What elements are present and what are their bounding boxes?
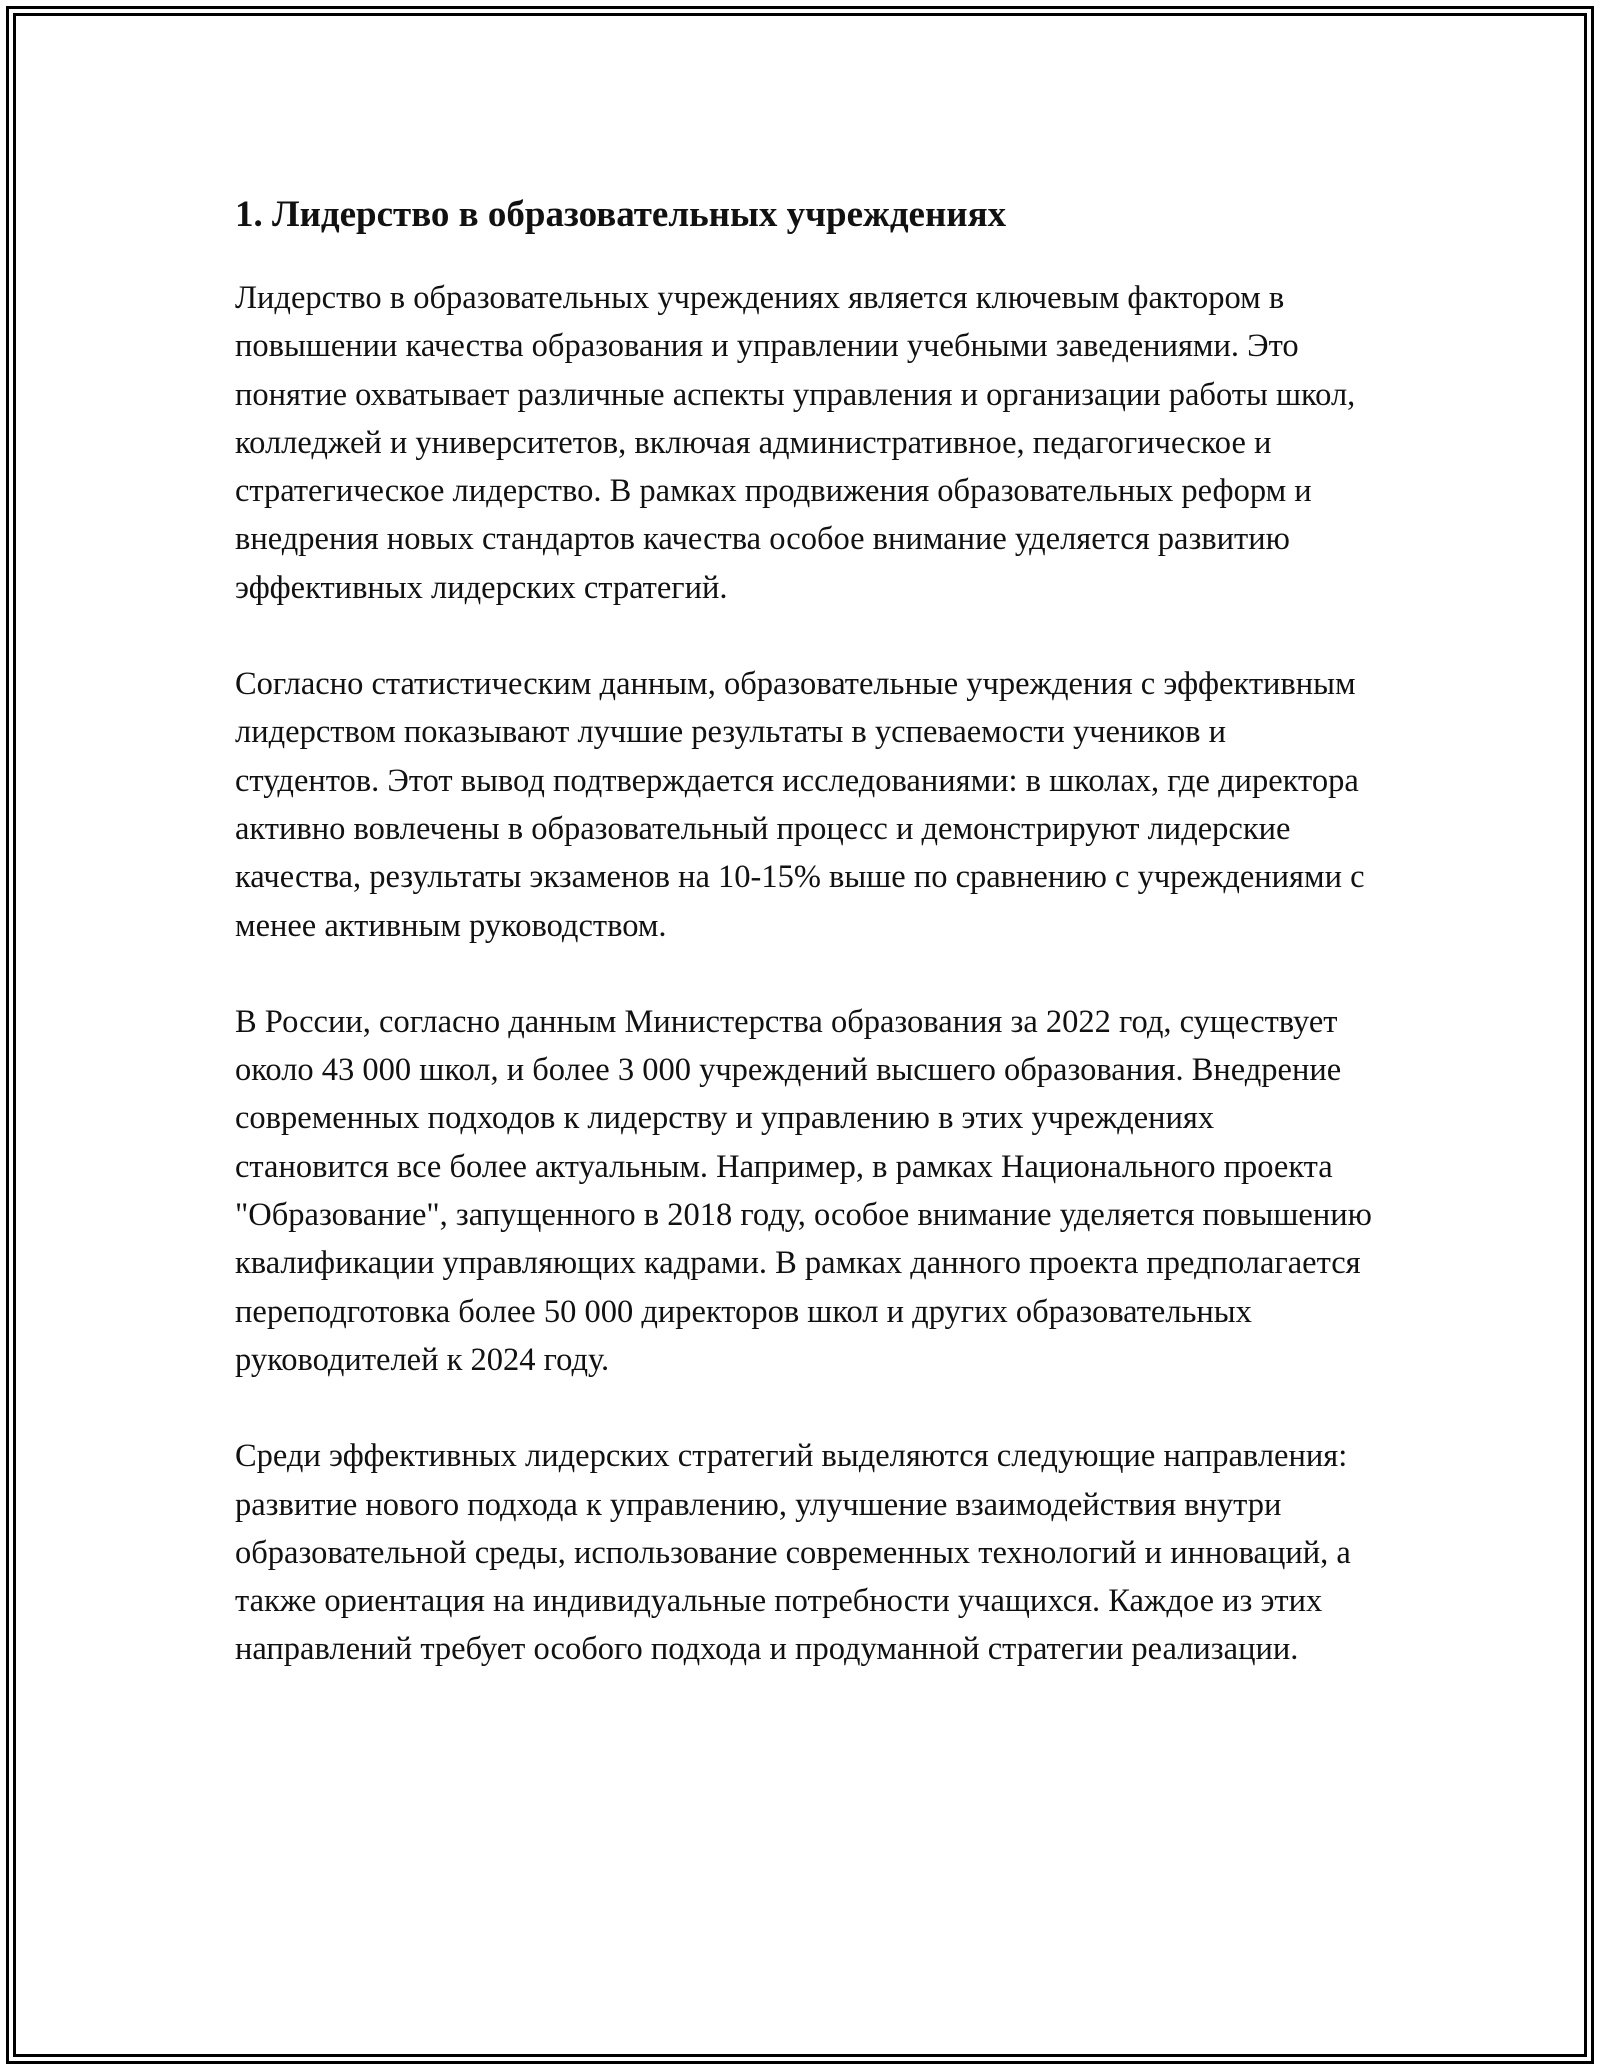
paragraph-strategies: Среди эффективных лидерских стратегий выделяются следующие направления: развитие нового подхода к управлению, улучшение взаимодействия внутри образовательной среды, использование современных технологий и инноваций, а также ориентация на индивидуальные потребности учащихся. Каждое из этих направлений требует особого подхода и продуманной стратегии реализации. [235, 1438, 1351, 1668]
section-title: 1. Лидерство в образовательных учреждениях [235, 194, 1007, 235]
document-body [235, 186, 1375, 1674]
paragraph-leadership-intro: Лидерство в образовательных учреждениях является ключевым фактором в повышении качества образования и управлении учебными заведениями. Это понятие охватывает различные аспекты управления и организации работы школ, колледжей и университетов, включая административное, педагогическое и стратегическое лидерство. В рамках продвижения образовательных реформ и внедрения новых стандартов качества особое внимание уделяется развитию эффективных лидерских стратегий. [235, 280, 1356, 606]
paragraph-russia-data: В России, согласно данным Министерства образования за 2022 год, существует около 43 000 школ, и более 3 000 учреждений высшего образования. Внедрение современных подходов к лидерству и управлению в этих учреждениях становится все более актуальным. Например, в рамках Национального проекта "Образование", запущенного в 2018 году, особое внимание уделяется повышению квалификации управляющих кадрами. В рамках данного проекта предполагается переподготовка более 50 000 директоров школ и других образовательных руководителей к 2024 году. [235, 1003, 1372, 1378]
paragraph-statistics: Согласно статистическим данным, образовательные учреждения с эффективным лидерством показывают лучшие результаты в успеваемости учеников и студентов. Этот вывод подтверждается исследованиями: в школах, где директора активно вовлечены в образовательный процесс и демонстрируют лидерские качества, результаты экзаменов на 10-15% выше по сравнению с учреждениями с менее активным руководством. [235, 666, 1365, 944]
